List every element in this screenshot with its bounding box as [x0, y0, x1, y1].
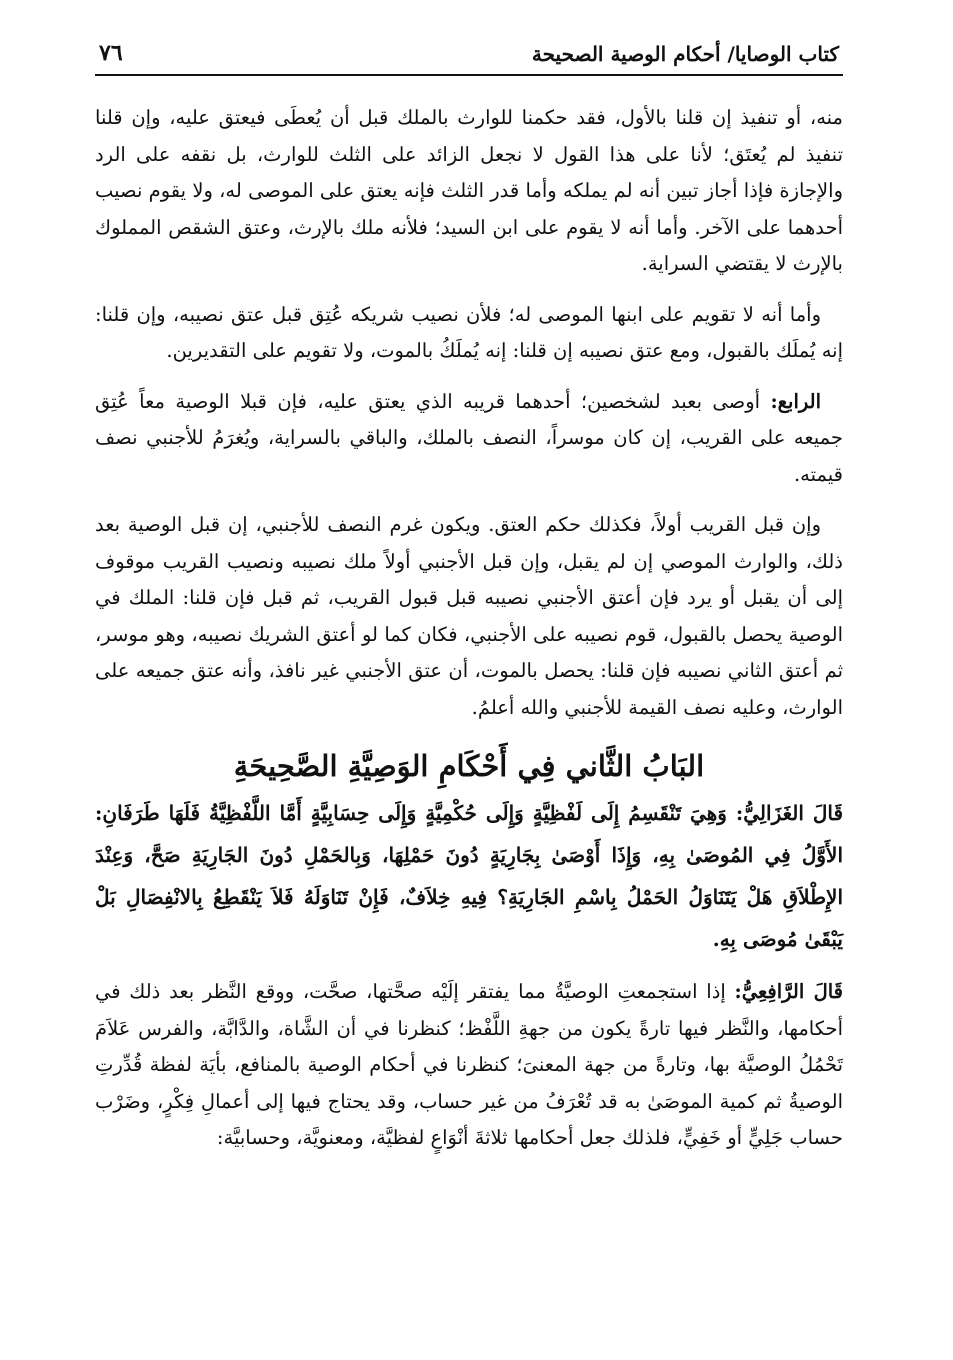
running-header [95, 38, 843, 76]
body-text [95, 100, 843, 1157]
rafii-paragraph [95, 974, 843, 1157]
chapter-title: البَابُ الثَّاني فِي أَحْكَامِ الوَصِيَّةِ الصَّحِيحَةِ [233, 749, 705, 783]
ghazali-paragraph [95, 792, 843, 960]
paragraph-4: وإن قبل القريب أولاً، فكذلك حكم العتق. ويكون غرم النصف للأجنبي، إن قبل الوصية بعد ذلك، والوارث الموصي إن لم يقبل، وإن قبل الأجنبي أولاً ملك نصيبه ونصيب القريب موقوف إلى أن يقبل أو يرد فإن أعتق الأجنبي نصيبه قبل قبول القريب، ثم قبل فإن قلنا: الملك في الوصية يحصل بالقبول، قوم نصيبه على الأجنبي، فكان كما لو أعتق الشريك نصيبه، وهو موسر، ثم أعتق الثاني نصيبه فإن قلنا: يحصل بالموت، أن عتق الأجنبي غير نافذ، وأنه عتق جميعه على الوارث، وعليه نصف القيمة للأجنبي والله أعلمُ. [95, 513, 843, 719]
paragraph-1: منه، أو تنفيذ إن قلنا بالأول، فقد حكمنا للوارث بالملك قبل أن يُعطَى فيعتق عليه، وإن قلنا تنفيذ لم يُعتَق؛ لأنا على هذا القول لا نجعل الزائد على الثلث للوارث، بل نقفه على الرد والإجازة فإذا أجاز تبين أنه لم يملكه وأما قدر الثلث فإنه يعتق على الموصى له، ولا يقوم نصيب أحدهما على الآخر. وأما أنه لا يقوم على ابن السيد؛ فلأنه ملك بالإرث، وعتق الشقص المملوك بالإرث لا يقتضي السراية. [95, 106, 843, 275]
paragraph-3-text: أوصى بعبد لشخصين؛ أحدهما قريبه الذي يعتق عليه، فإن قبلا الوصية معاً عُتِق جميعه على القريب، إن كان موسراً، النصف بالملك، والباقي بالسراية، ويُغرَمُ للأجنبي نصف قيمته. [95, 389, 843, 486]
running-title: كتاب الوصايا/ أحكام الوصية الصحيحة [531, 42, 839, 66]
ghazali-text: وَهِيَ تَنْقَسِمُ إِلَى لَفْظِيَّةٍ وَإِلَى حُكْمِيَّةٍ وَإِلَى حِسَابِيَّةٍ أَمَّا اللَّفْظِيَّةُ فَلَهَا طَرَفَانِ: الأَوَّلُ فِي المُوصَىٰ بِهِ، وَإِذَا أَوْصَىٰ بِجَارِيَةٍ دُونَ حَمْلِهَا، وَبِالحَمْلِ دُونَ الجَارِيَةِ صَحَّ، وَعِنْدَ الإِطْلاَقِ هَلْ يَتَنَاوَلُ الحَمْلُ بِاسْمِ الجَارِيَةِ؟ فِيهِ خِلاَفٌ، فَإِنْ تَنَاوَلَهُ فَلاَ يَنْقَطِعُ بِالانْفِصَالِ بَلْ يَبْقَىٰ مُوصَى بِهِ. [95, 801, 843, 951]
book-page [95, 38, 843, 1171]
rafii-lead: قَالَ الرَّافِعِيُّ: [734, 980, 844, 1003]
paragraph-3 [95, 384, 843, 494]
paragraph-3-lead: الرابع: [770, 389, 821, 413]
paragraph-2: وأما أنه لا تقويم على ابنها الموصى له؛ فلأن نصيب شريكه عُتِق قبل عتق نصيبه، وإن قلنا: إنه يُملَك بالقبول، ومع عتق نصيبه إن قلنا: إنه يُملَكُ بالموت، ولا تقويم على التقديرين. [95, 302, 843, 362]
page-number: ٧٦ [99, 40, 123, 66]
ghazali-lead: قَالَ الغَزَالِيُّ: [735, 801, 843, 825]
rafii-text: إذا استجمعتِ الوصيَّةُ مما يفتقر إلَيْه صحَّتها، صحَّت، ووقع النَّظر بعد ذلك في أحكامها، والنَّظر فيها تارةً يكون من جهةِ اللَّفْظ؛ كنظرنا في أن الشَّاة، والدَّابَّة، والفرس عَلاَمَ تَحْمُلُ الوصيَّة بها، وتارةً من جهة المعنىَ؛ كنظرنا في أحكام الوصية بالمنافع، بأيَة لفظة قُدِّرتِ الوصيةُ ثم كمية الموصَىٰ به قد تُعْرَفُ من غير حساب، وقد يحتاج فيها إلى أعمالِ فِكْرٍ، وضَرْب حساب جَلِيٍّ أو خَفِيٍّ، فلذلك جعل أحكامها ثلاثةَ أنْوَاعٍ لفظيَّة، ومعنويَّة، وحسابيَّة: [95, 980, 843, 1149]
